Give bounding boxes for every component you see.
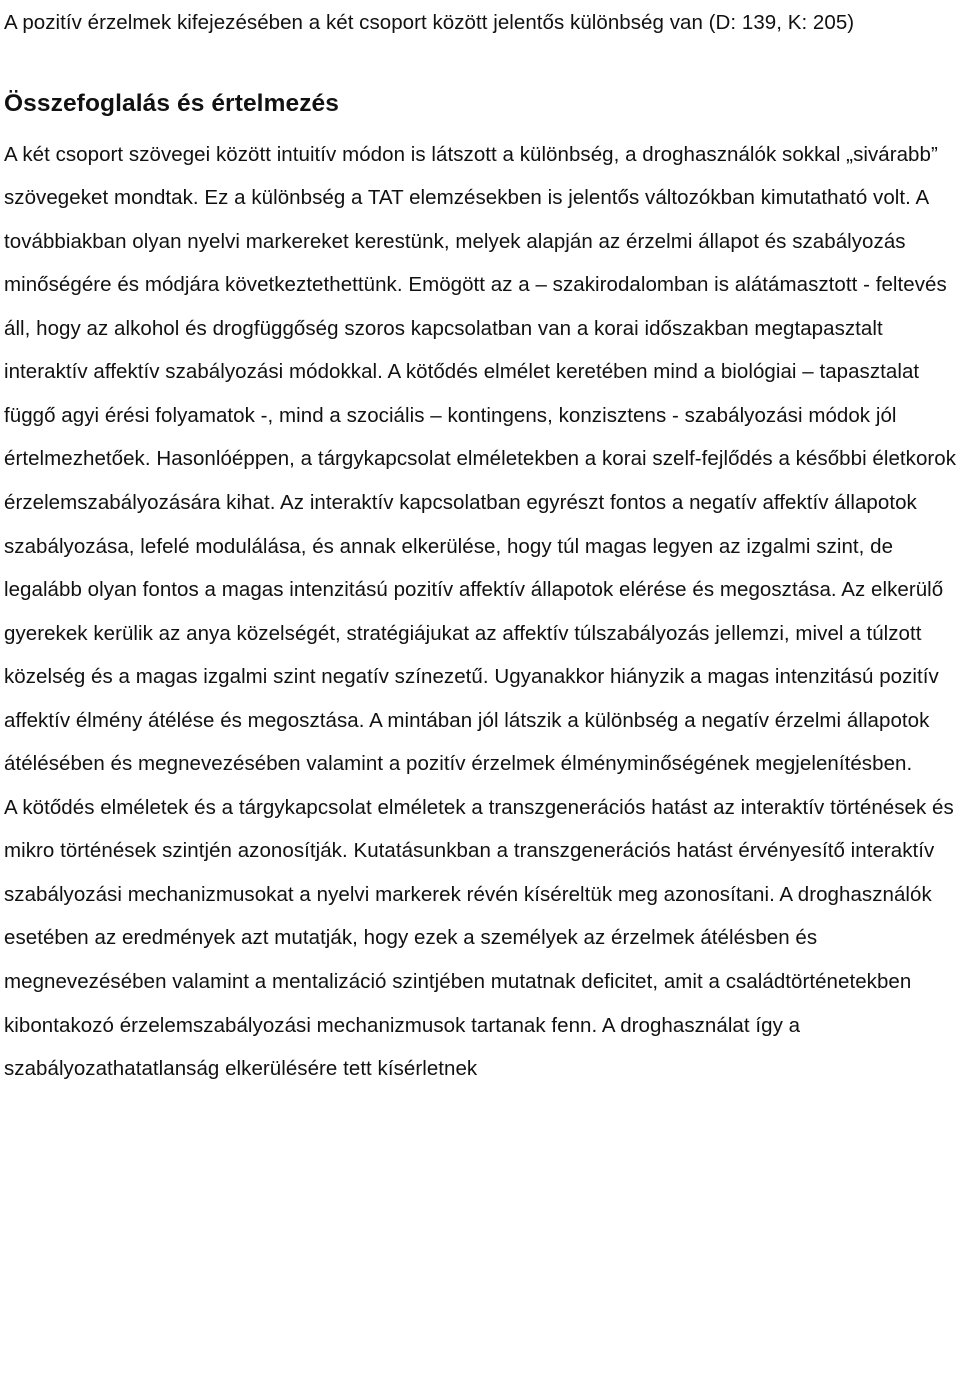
document-page	[4, 0, 958, 1377]
body-paragraph: A két csoport szövegei között intuitív módon is látszott a különbség, a droghasználók sokkal „sivárabb” szövegeket mondtak. Ez a különbség a TAT elemzésekben is jelentős változókban kimutatható volt. A továbbiakban olyan nyelvi markereket kerestünk, melyek alapján az érzelmi állapot és szabályozás minőségére és módjára következtethettünk. Emögött az a – szakirodalomban is alátámasztott - feltevés áll, hogy az alkohol és drogfüggőség szoros kapcsolatban van a korai időszakban megtapasztalt interaktív affektív szabályozási módokkal. A kötődés elmélet keretében mind a biológiai – tapasztalat függő agyi érési folyamatok -, mind a szociális – kontingens, konzisztens - szabályozási módok jól értelmezhetőek. Hasonlóéppen, a tárgykapcsolat elméletekben a korai szelf-fejlődés a későbbi életkorok érzelemszabályozására kihat. Az interaktív kapcsolatban egyrészt fontos a negatív affektív állapotok szabályozása, lefelé modulálása, és annak elkerülése, hogy túl magas legyen az izgalmi szint, de legalább olyan fontos a magas intenzitású pozitív affektív állapotok elérése és megosztása. Az elkerülő gyerekek kerülik az anya közelségét, stratégiájukat az affektív túlszabályozás jellemzi, mivel a túlzott közelség és a magas izgalmi szint negatív színezetű. Ugyanakkor hiányzik a magas intenzitású pozitív affektív élmény átélése és megosztása. A mintában jól látszik a különbség a negatív érzelmi állapotok átélésében és megnevezésében valamint a pozitív érzelmek élményminőségének megjelenítésben.	[4, 142, 957, 776]
section-heading: Összefoglalás és értelmezés	[4, 89, 339, 117]
intro-paragraph: A pozitív érzelmek kifejezésében a két csoport között jelentős különbség van (D: 139, K: 205)	[4, 11, 855, 34]
section-body	[4, 133, 958, 1091]
body-paragraph: A kötődés elméletek és a tárgykapcsolat elméletek a transzgenerációs hatást az interaktív történések és mikro történések szintjén azonosítják. Kutatásunkban a transzgenerációs hatást érvényesítő interaktív szabályozási mechanizmusokat a nyelvi markerek révén kíséreltük meg azonosítani. A droghasználók esetében az eredmények azt mutatják, hogy ezek a személyek az érzelmek átélésben és megnevezésében valamint a mentalizáció szintjében mutatnak deficitet, amit a családtörténetekben kibontakozó érzelemszabályozási mechanizmusok tartanak fenn. A droghasználat így a szabályozathatatlanság elkerülésére tett kísérletnek	[4, 795, 954, 1081]
